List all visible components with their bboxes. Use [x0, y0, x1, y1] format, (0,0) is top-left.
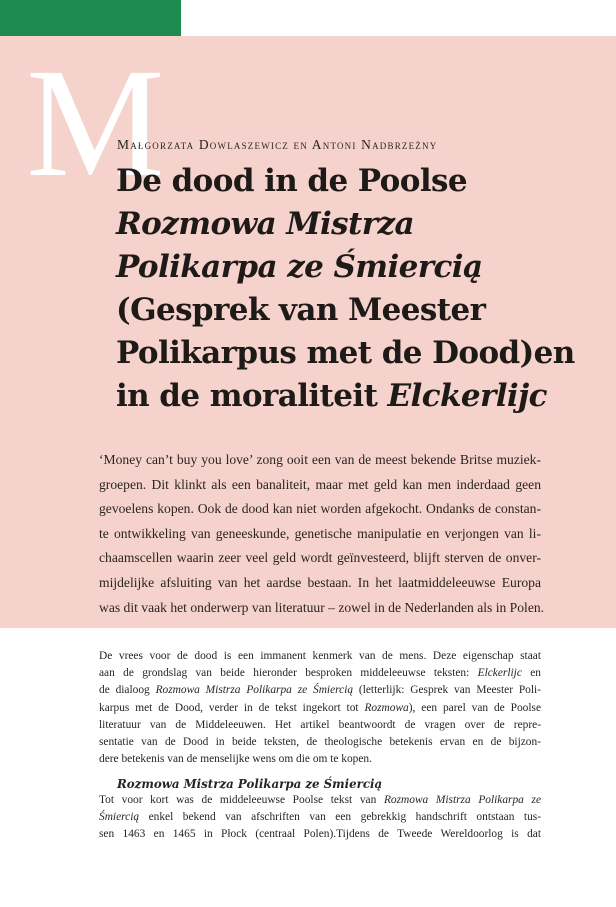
- title-line-5b: )en: [519, 335, 575, 371]
- title-line-2: [116, 203, 586, 246]
- abstract-italic: Rozmowa: [364, 701, 409, 714]
- title-line-4: (Gesprek van Meester: [116, 292, 486, 328]
- body-line: [99, 792, 541, 809]
- abstract-text: en: [521, 667, 541, 680]
- body-text: enkel bekend van afschriften van een gebrekkig handschrift ontstaan tus-: [139, 811, 541, 824]
- intro-line: mijdelijke afsluiting van het aardse bestaan. In het laatmiddeleeuwse Europa: [99, 574, 541, 590]
- intro-line: ‘Money can’t buy you love’ zong ooit een van de meest bekende Britse muziek-: [99, 452, 541, 467]
- abstract-line: De vrees voor de dood is een immanent kenmerk van de mens. Deze eigenschap staat: [99, 650, 541, 662]
- green-header-bar: [0, 0, 181, 36]
- abstract-text: (letterlijk: Gesprek van Meester Poli-: [353, 684, 541, 697]
- abstract-paragraph: [99, 648, 541, 768]
- title-line-2-italic: Rozmowa Mistrza: [116, 206, 414, 242]
- body-line: [99, 809, 541, 826]
- title-line-3-italic: Polikarpa ze Śmiercią: [116, 249, 483, 285]
- body-text: Tot voor kort was de middeleeuwse Poolse tekst van: [99, 794, 384, 806]
- abstract-line: [99, 665, 541, 682]
- abstract-text: de dialoog: [99, 684, 156, 697]
- title-line-5: [116, 332, 586, 375]
- abstract-text: aan de grondslag van beide hieronder besproken middeleeuwse teksten:: [99, 667, 478, 680]
- intro-line: te ontwikkeling van geneeskunde, genetische manipulatie en verjongen van li-: [99, 525, 541, 541]
- title-line-6b: Elckerlijc: [387, 378, 547, 414]
- drop-cap-letter: M: [26, 36, 163, 209]
- title-line-1: De dood in de Poolse: [116, 163, 467, 199]
- title-line-6a: in de moraliteit: [116, 378, 388, 414]
- body-line: sen 1463 en 1465 in Płock (centraal Polen).Tijdens de Tweede Wereldoorlog is dat: [99, 828, 541, 841]
- body-italic: Rozmowa Mistrza Polikarpa ze: [383, 794, 542, 806]
- body-italic: Śmiercią: [99, 811, 140, 824]
- abstract-line: [99, 700, 541, 717]
- abstract-italic: Rozmowa Mistrza Polikarpa ze Śmiercią: [155, 684, 354, 697]
- body-paragraph: [99, 792, 541, 844]
- title-line-3: [116, 246, 586, 289]
- intro-line: was dit vaak het onderwerp van literatuur – zowel in de Nederlanden als in Polen.: [99, 599, 545, 615]
- article-title: [116, 160, 586, 418]
- article-authors: Małgorzata Dowlaszewicz en Antoni Nadbrzeżny: [117, 137, 438, 152]
- title-line-6: [116, 375, 586, 418]
- intro-paragraph: [99, 448, 545, 620]
- abstract-text: ), een parel van de Poolse: [408, 701, 541, 714]
- intro-line: gevoelens kopen. Ook de dood kan niet worden afgekocht. Ondanks de constan-: [99, 501, 541, 517]
- abstract-text: karpus met de Dood, verder in de tekst ingekort tot: [99, 701, 365, 714]
- title-line-5a: Polikarpus met de Dood: [116, 335, 520, 371]
- abstract-line: sentatie van de Dood in beide teksten, de theologische betekenis ervan en de bijzon-: [99, 736, 541, 749]
- intro-line: chaamscellen waarin zeer veel geld wordt geïnvesteerd, blijft sterven de onver-: [99, 550, 541, 566]
- abstract-line: dere betekenis van de menselijke wens om die om te kopen.: [99, 753, 372, 766]
- abstract-italic: Elckerlijc: [477, 667, 522, 680]
- abstract-line: [99, 682, 541, 699]
- abstract-line: literatuur van de Middeleeuwen. Het artikel beantwoordt de vragen over de repre-: [99, 718, 541, 731]
- section-heading: Rozmowa Mistrza Polikarpa ze Śmiercią: [117, 777, 383, 791]
- intro-line: groepen. Dit klinkt als een banaliteit, maar met geld kan men inderdaad geen: [99, 476, 541, 492]
